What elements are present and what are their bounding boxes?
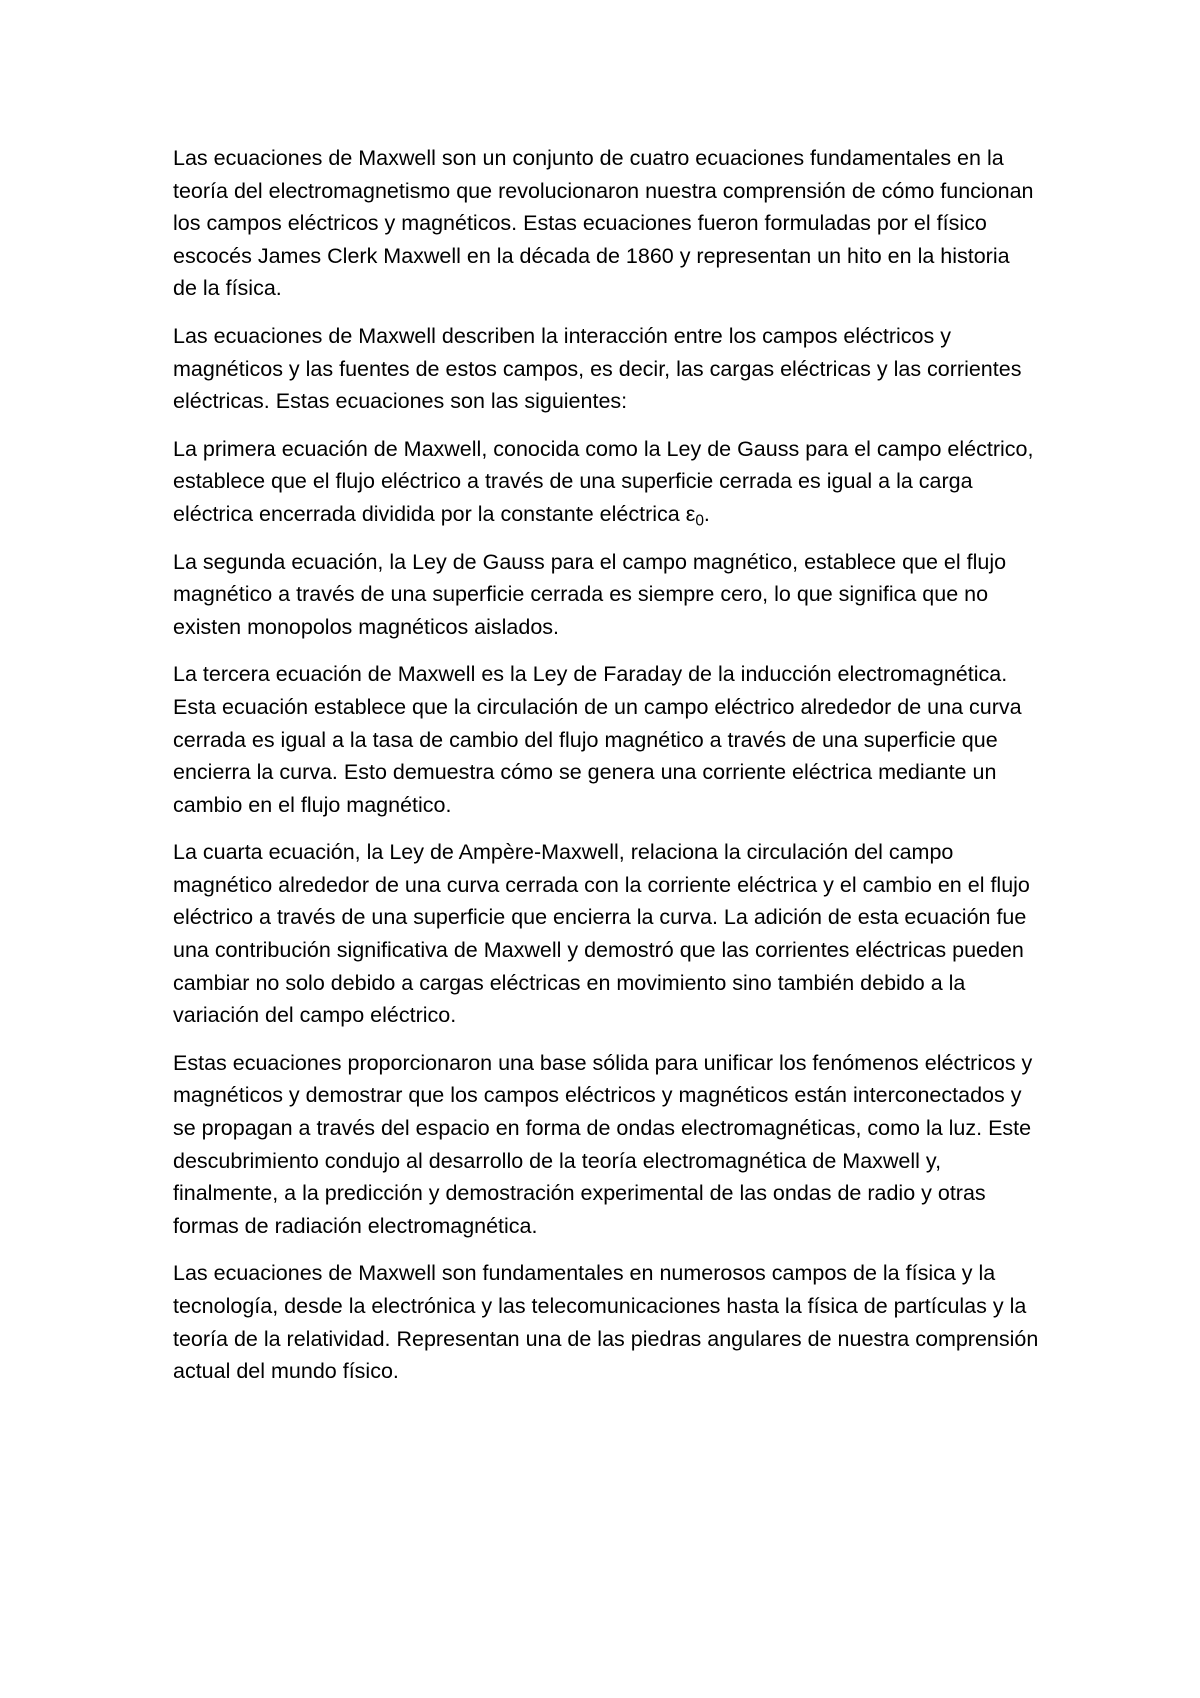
paragraph-3-text: La primera ecuación de Maxwell, conocida como la Ley de Gauss para el campo eléctrico, establece que el flujo eléctrico a través de una superficie cerrada es igual a la carga eléctrica encerrada dividida por la constante eléctrica bbox=[173, 436, 1034, 526]
paragraph-8: Las ecuaciones de Maxwell son fundamentales en numerosos campos de la física y la tecnología, desde la electrónica y las telecomunicaciones hasta la física de partículas y la teoría de la relatividad. Representan una de las piedras angulares de nuestra comprensión actual del mundo físico. bbox=[173, 1261, 1039, 1384]
epsilon-symbol: ε bbox=[685, 501, 696, 526]
paragraph-1: Las ecuaciones de Maxwell son un conjunto de cuatro ecuaciones fundamentales en la teoría del electromagnetismo que revolucionaron nuestra comprensión de cómo funcionan los campos eléctricos y magnéticos. Estas ecuaciones fueron formuladas por el físico escocés James Clerk Maxwell en la década de 1860 y representan un hito en la historia de la física. bbox=[173, 146, 1034, 301]
paragraph-6: La cuarta ecuación, la Ley de Ampère-Maxwell, relaciona la circulación del campo magnético alrededor de una curva cerrada con la corriente eléctrica y el cambio en el flujo eléctrico a través de una superficie que encierra la curva. La adición de esta ecuación fue una contribución significativa de Maxwell y demostró que las corrientes eléctricas pueden cambiar no solo debido a cargas eléctricas en movimiento sino también debido a la variación del campo eléctrico. bbox=[173, 840, 1030, 1028]
epsilon-suffix: . bbox=[703, 501, 710, 526]
document-body bbox=[173, 142, 1039, 1403]
paragraph-3 bbox=[173, 433, 1039, 531]
paragraph-2: Las ecuaciones de Maxwell describen la interacción entre los campos eléctricos y magnéticos y las fuentes de estos campos, es decir, las cargas eléctricas y las corrientes eléctricas. Estas ecuaciones son las siguientes: bbox=[173, 323, 1022, 414]
paragraph-4: La segunda ecuación, la Ley de Gauss para el campo magnético, establece que el flujo magnético a través de una superficie cerrada es siempre cero, lo que significa que no existen monopolos magnéticos aislados. bbox=[173, 549, 1007, 639]
paragraph-5: La tercera ecuación de Maxwell es la Ley de Faraday de la inducción electromagnética. Esta ecuación establece que la circulación de un campo eléctrico alrededor de una curva cerrada es igual a la tasa de cambio del flujo magnético a través de una superficie que encierra la curva. Esto demuestra cómo se genera una corriente eléctrica mediante un cambio en el flujo magnético. bbox=[173, 662, 1022, 817]
epsilon-subscript: 0 bbox=[695, 512, 704, 530]
paragraph-7: Estas ecuaciones proporcionaron una base sólida para unificar los fenómenos eléctricos y magnéticos y demostrar que los campos eléctricos y magnéticos están interconectados y se propagan a través del espacio en forma de ondas electromagnéticas, como la luz. Este descubrimiento condujo al desarrollo de la teoría electromagnética de Maxwell y, finalmente, a la predicción y demostración experimental de las ondas de radio y otras formas de radiación electromagnética. bbox=[173, 1050, 1033, 1238]
